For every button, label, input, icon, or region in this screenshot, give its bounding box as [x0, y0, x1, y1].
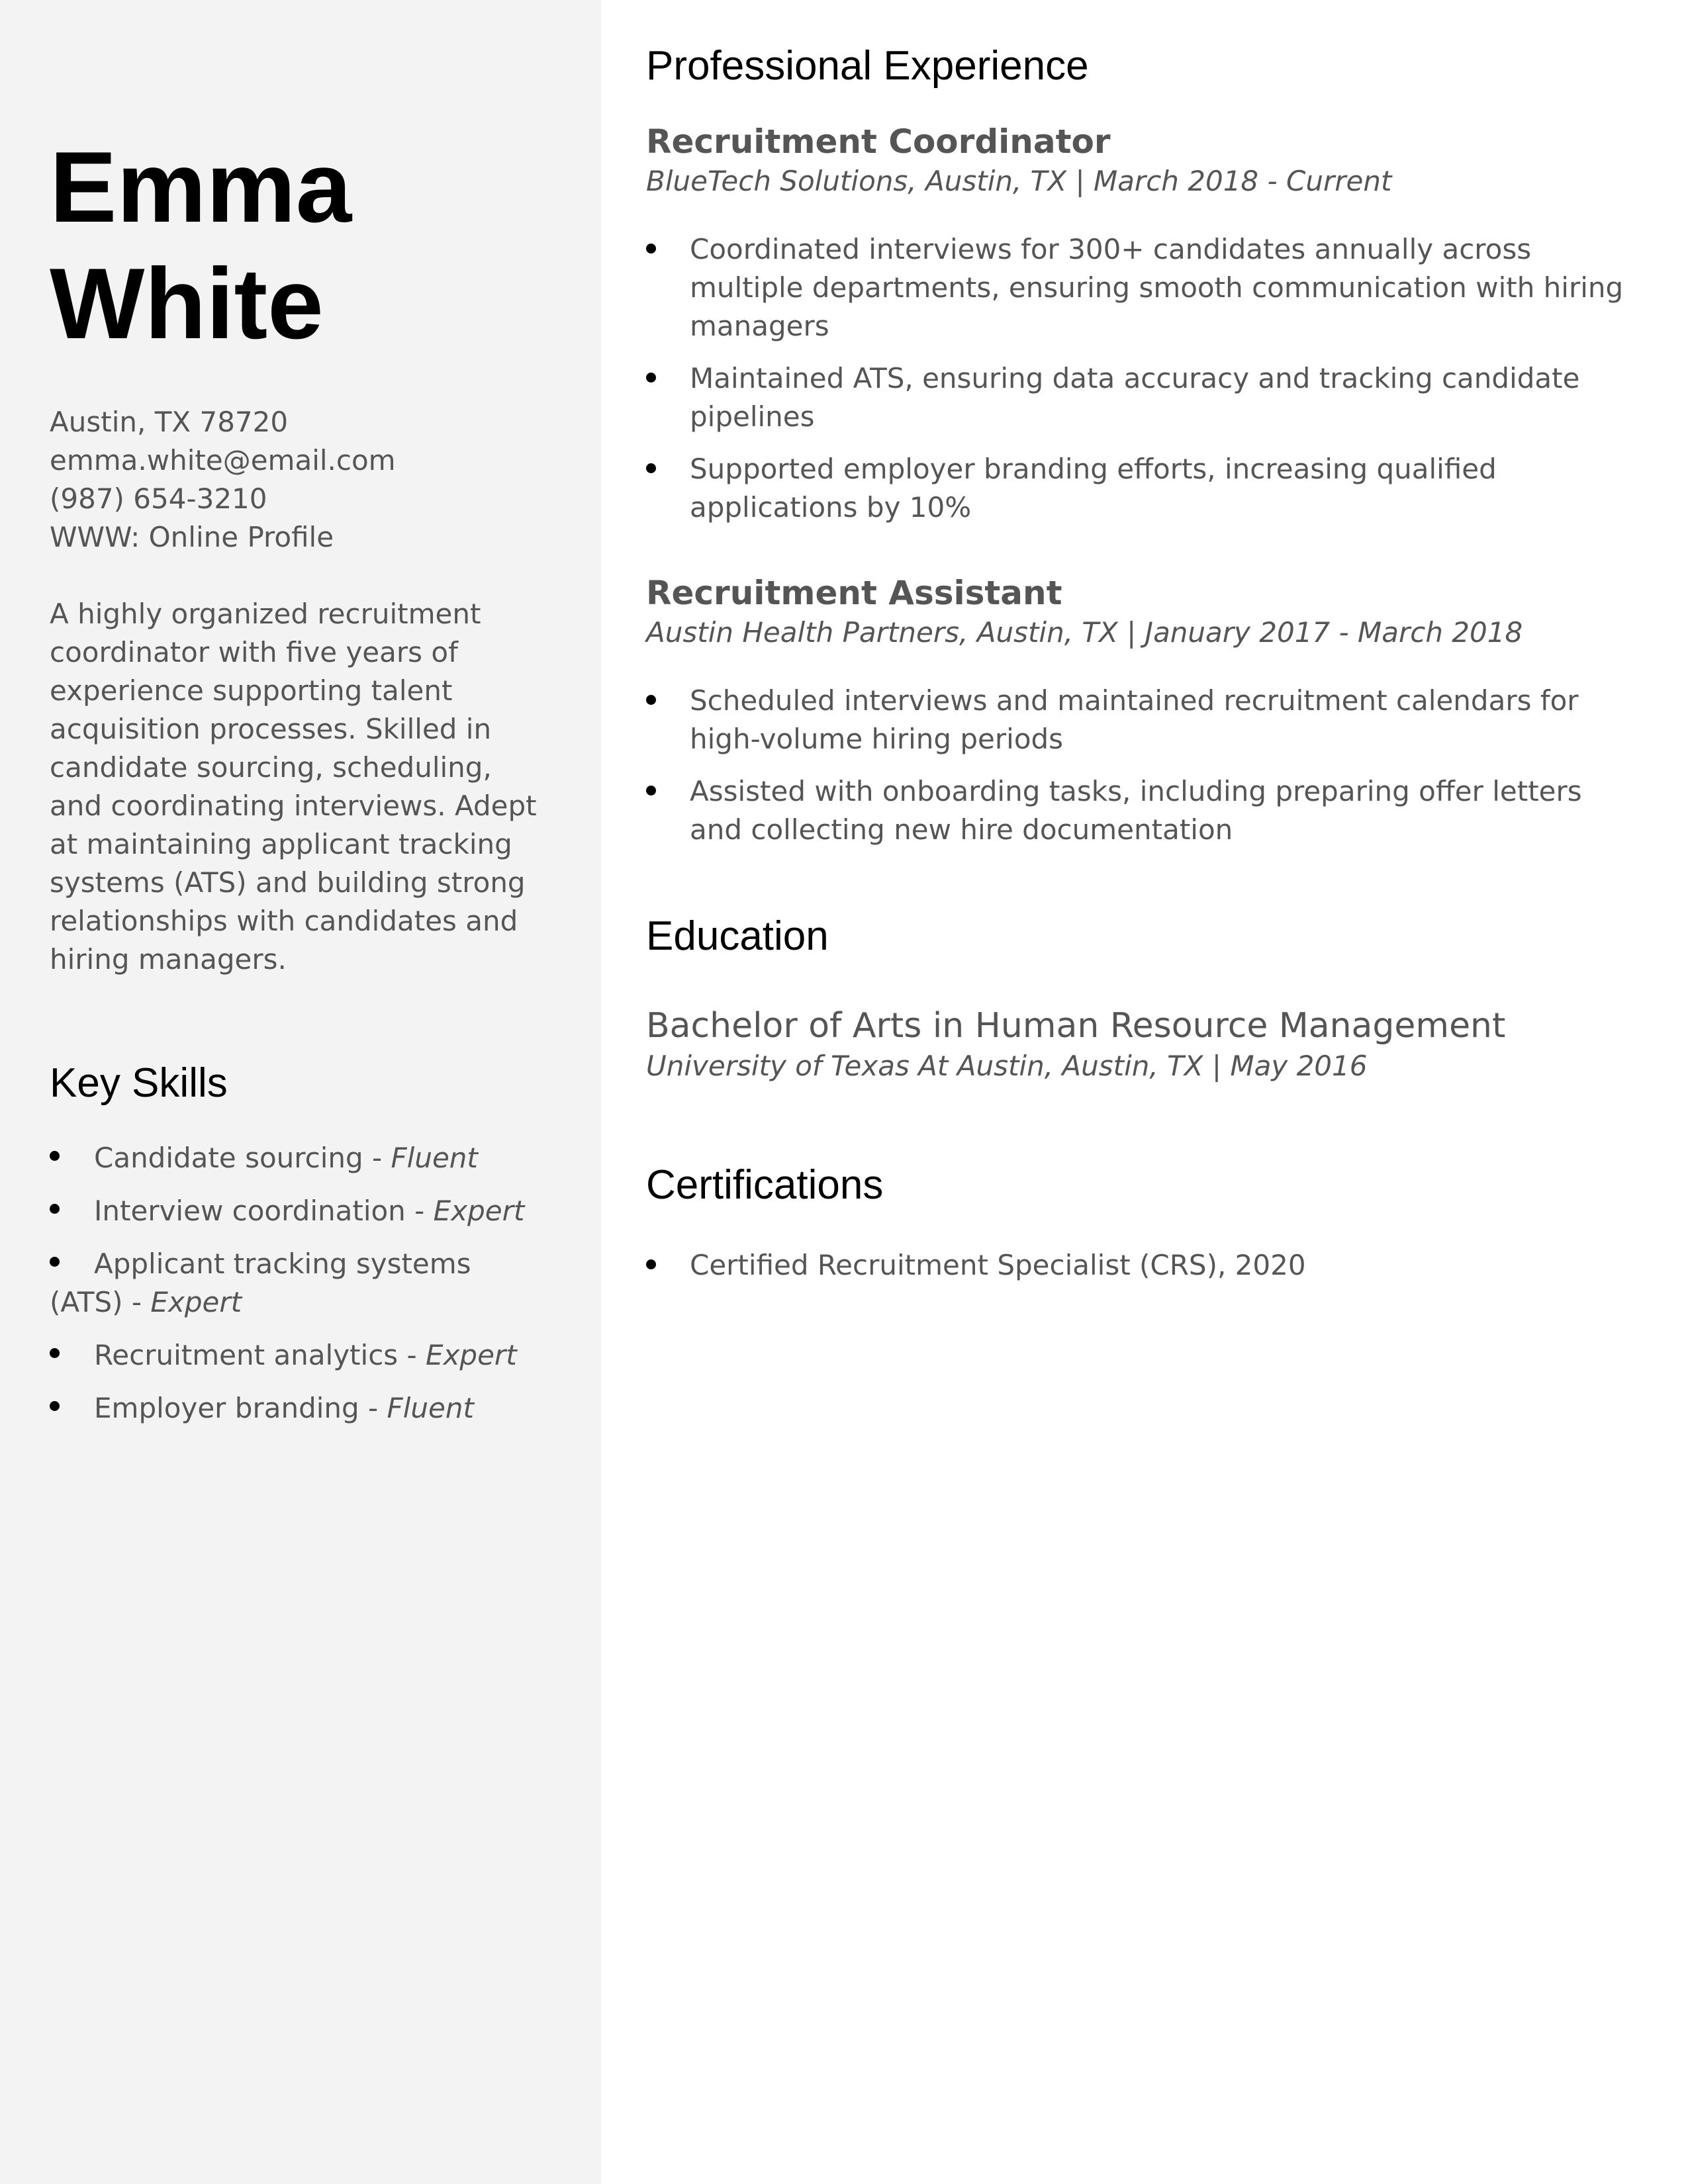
sidebar: [0, 0, 601, 2184]
skill-item: Employer branding - Fluent: [50, 1389, 551, 1428]
skills-list: [50, 1139, 551, 1428]
skill-name: Recruitment analytics: [94, 1339, 399, 1371]
bullet-item: [646, 682, 1638, 758]
bullet-icon: [646, 373, 656, 383]
skill-name: Candidate sourcing: [94, 1142, 363, 1174]
location: Austin, TX 78720: [50, 406, 289, 438]
bullet-icon: [646, 695, 656, 705]
bullet-item: [646, 450, 1638, 527]
bullet-icon: [50, 1257, 60, 1267]
job-meta: Austin Health Partners, Austin, TX | January 2017 - March 2018: [646, 616, 1523, 649]
education-meta: University of Texas At Austin, Austin, TX | May 2016: [646, 1050, 1368, 1082]
bullet-item: [646, 230, 1638, 345]
phone: (987) 654-3210: [50, 482, 267, 515]
last-name: White: [50, 248, 324, 360]
skill-item: Applicant tracking systems (ATS) - Expert: [50, 1248, 471, 1318]
job-entry: [646, 572, 1638, 849]
job-meta: BlueTech Solutions, Austin, TX | March 2018 - Current: [646, 165, 1392, 197]
main-content: [601, 0, 1688, 2184]
degree: Bachelor of Arts in Human Resource Management: [646, 1006, 1506, 1046]
bullet-text: Maintained ATS, ensuring data accuracy and tracking candidate pipelines: [690, 362, 1580, 433]
email[interactable]: emma.white@email.com: [50, 444, 396, 477]
certifications-list: [646, 1246, 1638, 1285]
website-link[interactable]: WWW: Online Profile: [50, 521, 334, 553]
education-heading: Education: [646, 913, 829, 959]
job-bullets: [646, 230, 1638, 527]
skill-item: Interview coordination - Expert: [50, 1192, 551, 1230]
certifications-heading: Certifications: [646, 1162, 884, 1208]
skill-level: Fluent: [387, 1392, 474, 1424]
skill-item: Candidate sourcing - Fluent: [50, 1139, 551, 1177]
skill-level: Expert: [426, 1339, 517, 1371]
bullet-item: [646, 772, 1638, 849]
bullet-icon: [50, 1401, 60, 1411]
bullet-icon: [646, 244, 656, 253]
bullet-item: [646, 359, 1638, 436]
bullet-icon: [50, 1151, 60, 1161]
skill-level: Expert: [433, 1195, 525, 1227]
bullet-icon: [646, 786, 656, 796]
certification-item: [646, 1246, 1638, 1285]
job-title: Recruitment Coordinator: [646, 122, 1111, 161]
bullet-icon: [646, 463, 656, 473]
skills-heading: Key Skills: [50, 1060, 228, 1106]
certification-text: Certified Recruitment Specialist (CRS), 2020: [690, 1249, 1306, 1281]
bullet-text: Assisted with onboarding tasks, including preparing offer letters and collecting new hire documentation: [690, 775, 1582, 846]
skill-level: Fluent: [391, 1142, 478, 1174]
profile-summary: A highly organized recruitment coordinator with five years of experience supporting talent acquisition processes. Skilled in candidate sourcing, scheduling, and coordinating interviews. Adept at maintaining applicant tracking systems (ATS) and building strong relationships with candidates and hiring managers.: [50, 598, 537, 976]
skill-level: Expert: [150, 1286, 242, 1318]
bullet-text: Scheduled interviews and maintained recruitment calendars for high-volume hiring periods: [690, 684, 1579, 755]
job-bullets: [646, 682, 1638, 849]
bullet-text: Coordinated interviews for 300+ candidates annually across multiple departments, ensuring smooth communication with hiring managers: [690, 233, 1624, 342]
first-name: Emma: [50, 131, 352, 244]
job-entry: [646, 120, 1638, 527]
education-entry: [646, 1004, 1638, 1085]
job-title: Recruitment Assistant: [646, 574, 1062, 612]
skill-name: Applicant tracking systems (ATS): [50, 1248, 471, 1318]
contact-info: [50, 403, 551, 557]
bullet-icon: [646, 1259, 656, 1269]
candidate-name: [50, 129, 551, 362]
experience-heading: Professional Experience: [646, 43, 1089, 89]
skill-item: Recruitment analytics - Expert: [50, 1336, 551, 1375]
skill-name: Employer branding: [94, 1392, 359, 1424]
skill-name: Interview coordination: [94, 1195, 406, 1227]
bullet-icon: [50, 1348, 60, 1358]
bullet-icon: [50, 1204, 60, 1214]
bullet-text: Supported employer branding efforts, increasing qualified applications by 10%: [690, 453, 1497, 523]
